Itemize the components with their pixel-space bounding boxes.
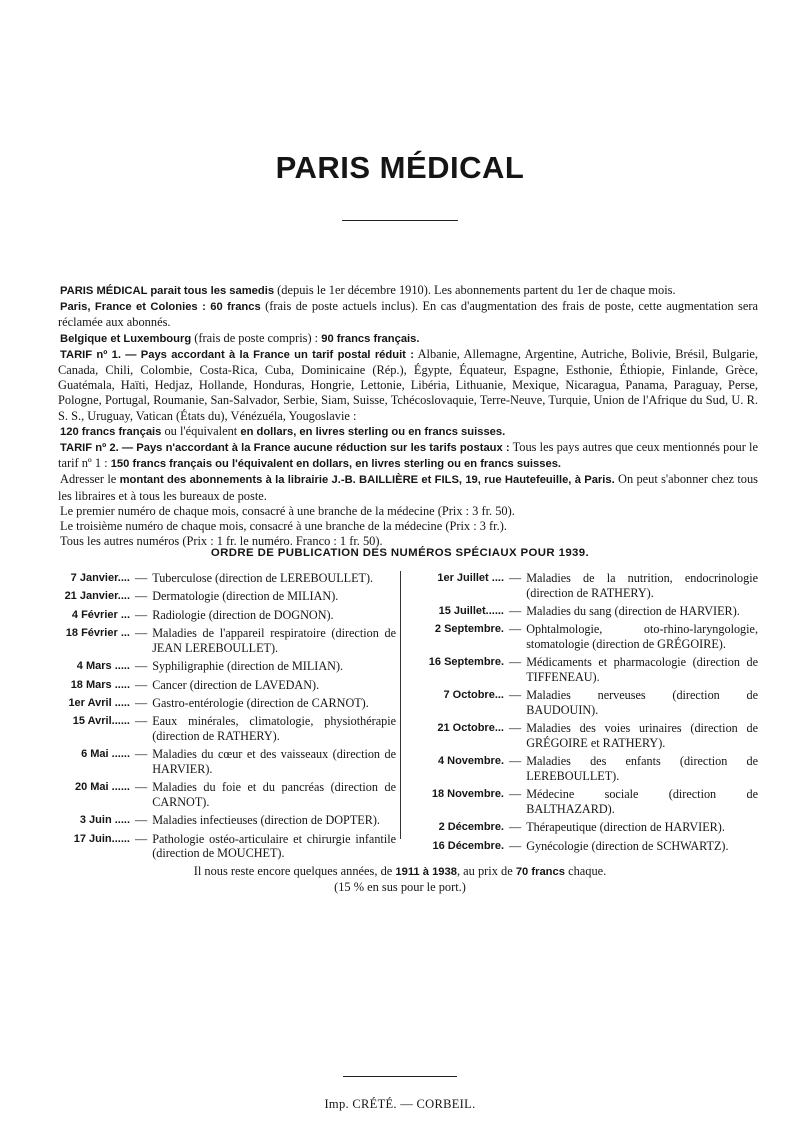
schedule-topic: Radiologie (direction de DOGNON).	[152, 607, 334, 622]
schedule-dash: —	[509, 754, 522, 769]
intro-paragraph-1	[58, 283, 758, 299]
schedule-dash: —	[135, 677, 148, 692]
tarif-1-amount: 120 francs français	[60, 425, 162, 438]
schedule-topic: Médecine sociale (direction de BALTHAZARD).	[526, 787, 758, 816]
schedule-topic: Maladies du foie et du pancréas (direction de CARNOT).	[152, 780, 396, 809]
imprint-rule	[343, 1076, 457, 1077]
schedule-entry	[44, 813, 396, 828]
intro-paragraph-8: Le premier numéro de chaque mois, consacré à une branche de la médecine (Prix : 3 fr. 50).	[60, 503, 515, 518]
schedule-topic: Cancer (direction de LAVEDAN).	[152, 677, 320, 692]
tarif-2-amount: 150 francs français ou l'équivalent en dollars, en livres sterling ou en francs suisses.	[110, 458, 562, 471]
page-title: PARIS MÉDICAL	[275, 150, 525, 185]
tarif-1-currencies: en dollars, en livres sterling ou en francs suisses.	[240, 425, 506, 438]
schedule-dash: —	[135, 659, 148, 674]
intro-paragraph-4	[58, 347, 758, 424]
schedule-dash: —	[135, 813, 148, 828]
address-bold: montant des abonnements à la librairie J.-B. BAILLIÈRE et FILS, 19, rue Hautefeuille, à Paris.	[119, 474, 615, 487]
back-issues-note	[0, 864, 800, 895]
schedule-date: 3 Juin .....	[79, 814, 130, 827]
back-issues-line-2: (15 % en sus pour le port.)	[334, 880, 466, 895]
intro-paragraph-10: Tous les autres numéros (Prix : 1 fr. le numéro. Franco : 1 fr. 50).	[60, 534, 383, 549]
schedule-topic: Maladies des enfants (direction de LEREBOULLET).	[526, 754, 758, 783]
schedule-dash: —	[509, 688, 522, 703]
schedule-date: 2 Décembre.	[438, 821, 504, 834]
schedule-topic: Gastro-entérologie (direction de CARNOT).	[152, 695, 369, 710]
schedule-entry	[408, 688, 758, 717]
schedule-dash: —	[135, 571, 148, 585]
printer-imprint: Imp. CRÉTÉ. — CORBEIL.	[324, 1097, 476, 1111]
schedule-date: 16 Décembre.	[432, 839, 504, 852]
schedule-topic: Maladies de la nutrition, endocrinologie (direction de RATHERY).	[526, 571, 758, 600]
schedule-column-left	[44, 571, 396, 865]
schedule-entry	[408, 604, 758, 619]
subscription-info	[58, 283, 758, 549]
schedule-entry	[44, 571, 396, 586]
belgium-rate-bold: Belgique et Luxembourg	[60, 332, 192, 345]
back-issues-text-c: , au prix de	[456, 864, 516, 878]
intro-paragraph-7	[58, 472, 758, 503]
schedule-entry	[408, 820, 758, 835]
schedule-topic: Eaux minérales, climatologie, physiothérapie (direction de RATHERY).	[152, 714, 396, 743]
address-text: Adresser le	[60, 472, 120, 487]
tarif-2-bold: TARIF nº 2. — Pays n'accordant à la France aucune réduction sur les tarifs postaux :	[60, 442, 510, 455]
intro-paragraph-5	[58, 424, 758, 440]
schedule-date: 2 Septembre.	[434, 623, 504, 636]
publication-schedule-text: (depuis le 1er décembre 1910). Les abonnements partent du 1er de chaque mois.	[274, 283, 676, 297]
schedule-topic: Thérapeutique (direction de HARVIER).	[526, 820, 725, 835]
schedule-entry	[44, 780, 396, 809]
address-text-2: On peut s'abonner chez tous les libraires et à tous les bureaux de poste.	[58, 472, 758, 503]
schedule-date: 4 Février ...	[71, 608, 130, 621]
title-rule	[342, 220, 458, 221]
schedule-dash: —	[135, 589, 148, 604]
schedule-entry	[44, 659, 396, 674]
schedule-entry	[408, 787, 758, 816]
schedule-dash: —	[135, 747, 148, 762]
schedule-date: 18 Février ...	[65, 627, 130, 640]
schedule-topic: Maladies nerveuses (direction de BAUDOUIN).	[526, 688, 758, 717]
schedule-date: 7 Janvier....	[70, 572, 130, 584]
schedule-date: 20 Mai ......	[74, 781, 130, 794]
schedule-dash: —	[135, 695, 148, 710]
schedule-dash: —	[509, 820, 522, 835]
schedule-entry	[408, 721, 758, 750]
publication-schedule-bold: PARIS MÉDICAL parait tous les samedis	[60, 285, 275, 297]
intro-paragraph-2	[58, 299, 758, 330]
schedule-date: 18 Mars .....	[70, 678, 130, 691]
schedule-date: 21 Janvier....	[64, 590, 130, 603]
schedule-dash: —	[509, 603, 522, 618]
schedule-dash: —	[135, 626, 148, 641]
tarif-1-bold: TARIF nº 1. — Pays accordant à la France un tarif postal réduit :	[60, 348, 414, 361]
schedule-date: 21 Octobre...	[437, 722, 504, 735]
schedule-topic: Tuberculose (direction de LEREBOULLET).	[152, 571, 374, 585]
tarif-1-equivalent: ou l'équivalent	[161, 423, 241, 438]
schedule-topic: Médicaments et pharmacologie (direction de TIFFENEAU).	[526, 655, 758, 684]
back-issues-text-e: chaque.	[564, 864, 607, 878]
schedule-heading: ORDRE DE PUBLICATION DES NUMÉROS SPÉCIAUX POUR 1939.	[210, 547, 590, 559]
schedule-entry	[408, 655, 758, 684]
schedule-dash: —	[509, 655, 522, 670]
schedule-dash: —	[135, 780, 148, 795]
schedule-topic: Maladies du sang (direction de HARVIER).	[526, 603, 740, 618]
intro-paragraph-3	[58, 331, 758, 347]
schedule-topic: Syphiligraphie (direction de MILIAN).	[152, 659, 344, 674]
schedule-topic: Maladies infectieuses (direction de DOPTER).	[152, 813, 380, 828]
schedule-date: 4 Mars .....	[76, 660, 130, 673]
schedule-dash: —	[509, 622, 522, 637]
tarif-2-text: Tous les pays autres que ceux mentionnés pour le tarif nº 1 :	[58, 440, 758, 471]
schedule-entry	[44, 678, 396, 693]
schedule-topic: Gynécologie (direction de SCHWARTZ).	[526, 838, 729, 853]
domestic-rate-bold: Paris, France et Colonies : 60 francs	[60, 301, 261, 314]
schedule-entry	[44, 589, 396, 604]
schedule-entry	[408, 571, 758, 600]
schedule-date: 7 Octobre...	[443, 689, 504, 702]
schedule-dash: —	[135, 831, 148, 846]
schedule-topic: Pathologie ostéo-articulaire et chirurgie infantile (direction de MOUCHET).	[152, 831, 396, 861]
schedule-dash: —	[135, 714, 148, 729]
schedule-topic: Maladies de l'appareil respiratoire (direction de JEAN LEREBOULLET).	[152, 626, 396, 655]
schedule-topic: Dermatologie (direction de MILIAN).	[152, 589, 339, 604]
belgium-rate-amount: 90 francs français.	[321, 332, 420, 345]
schedule-date: 1er Avril .....	[68, 696, 130, 709]
schedule-dash: —	[509, 787, 522, 802]
schedule-date: 16 Septembre.	[428, 656, 504, 669]
schedule-topic: Maladies du cœur et des vaisseaux (direction de HARVIER).	[152, 747, 396, 776]
intro-paragraph-9: Le troisième numéro de chaque mois, consacré à une branche de la médecine (Prix : 3 fr.).	[60, 519, 507, 534]
schedule-date: 15 Avril......	[72, 715, 130, 728]
schedule-date: 6 Mai ......	[81, 748, 130, 761]
schedule-entry	[44, 696, 396, 711]
schedule-entry	[44, 714, 396, 743]
back-issues-line-1	[0, 864, 800, 880]
schedule-date: 17 Juin......	[73, 832, 130, 845]
schedule-topic: Ophtalmologie, oto-rhino-laryngologie, stomatologie (direction de GRÉGOIRE).	[526, 622, 758, 651]
belgium-rate-text: (frais de poste compris) :	[191, 330, 322, 345]
schedule-entry	[44, 626, 396, 655]
schedule-column-right	[408, 571, 758, 857]
schedule-topic: Maladies des voies urinaires (direction de GRÉGOIRE et RATHERY).	[526, 721, 758, 750]
schedule-date: 4 Novembre.	[437, 755, 504, 768]
schedule-entry	[44, 832, 396, 861]
schedule-entry	[408, 754, 758, 783]
schedule-dash: —	[509, 571, 522, 585]
back-issues-price: 70 francs	[515, 866, 565, 878]
intro-paragraph-6	[58, 440, 758, 472]
tarif-1-countries: Albanie, Allemagne, Argentine, Autriche, Bolivie, Brésil, Bulgarie, Canada, Chili, Colombie, Costa-Rica, Cuba, Dominicaine (Rép.), Égypte, Équateur, Espagne, Esthonie, Éthiopie, Finlande, Grèce, Guatémala, Haïti, Hedjaz, Hollande, Honduras, Hongrie, Lettonie, Libéria, Lithuanie, Mexique, Nicaragua, Panama, Paraguay, Perse, Pologne, Portugal, Roumanie, San-Salvador, Serbie, Siam, Suisse, Tchécoslovaquie, Terre-Neuve, Turquie, Union de l'Afrique du Sud, U. R. S. S., Uruguay, Vatican (États du), Vénézuéla, Yougoslavie :	[58, 346, 758, 423]
schedule-entry	[44, 747, 396, 776]
back-issues-years: 1911 à 1938	[395, 866, 457, 878]
schedule-date: 15 Juillet......	[438, 604, 504, 617]
schedule-entry	[408, 839, 758, 854]
schedule-dash: —	[509, 838, 522, 853]
schedule-entry	[44, 608, 396, 623]
column-divider	[400, 571, 401, 839]
schedule-date: 18 Novembre.	[431, 788, 504, 801]
schedule-dash: —	[509, 721, 522, 736]
schedule-entry	[408, 622, 758, 651]
schedule-dash: —	[135, 607, 148, 622]
schedule-date: 1er Juillet ....	[437, 572, 504, 584]
back-issues-text-a: Il nous reste encore quelques années, de	[193, 864, 396, 878]
domestic-rate-text: (frais de poste actuels inclus). En cas d'augmentation des frais de poste, cette augmentation sera réclamée aux abonnés.	[58, 299, 759, 330]
